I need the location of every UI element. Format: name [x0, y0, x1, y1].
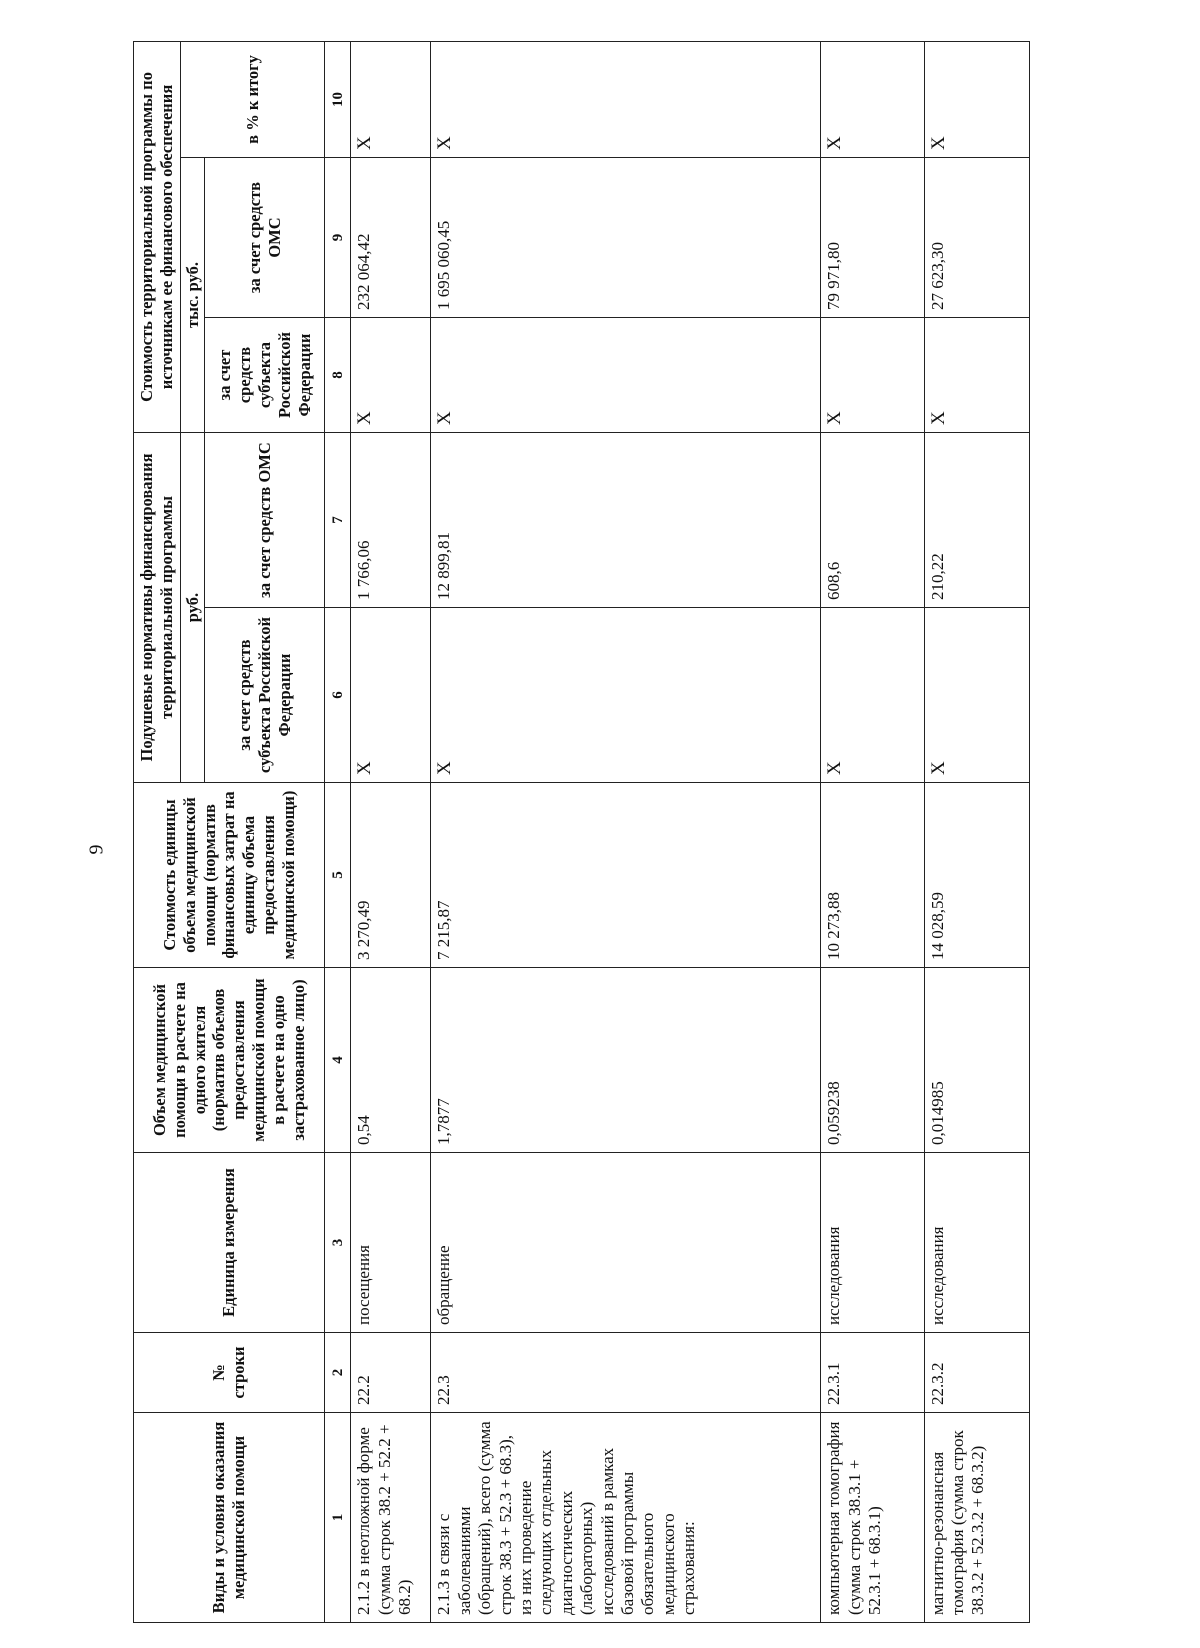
row-cost-oms: 79 971,80 — [821, 158, 924, 318]
row-unit-cost: 3 270,49 — [351, 783, 431, 968]
row-unit: исследования — [821, 1153, 924, 1333]
header-kind: Виды и условия оказания медицинской помощи — [134, 1413, 325, 1623]
header-cost-oms: за счет средств ОМС — [205, 158, 325, 318]
column-number: 3 — [325, 1153, 351, 1333]
row-percent: Х — [351, 41, 431, 157]
column-number: 9 — [325, 158, 351, 318]
header-row-number: № строки — [134, 1333, 325, 1413]
row-percent: Х — [821, 41, 924, 157]
header-norm-subject: за счет средств субъекта Российской Федерации — [205, 608, 325, 783]
header-unit-cost: Стоимость единицы объема медицинской помощи (норматив финансовых затрат на единицу объема предоставления медицинской помощи) — [134, 783, 325, 968]
header-cost-subject: за счет средств субъекта Российской Федерации — [205, 318, 325, 433]
column-number: 7 — [325, 433, 351, 608]
row-kind: 2.1.3 в связи с заболеваниями (обращений), всего (сумма строк 38.3 + 52.3 + 68.3), из них проведение следующих отдельных диагностических (лабораторных) исследований в рамках базовой программы обязательного медицинского страхования: — [431, 1413, 821, 1623]
column-number: 8 — [325, 318, 351, 433]
row-unit-cost: 10 273,88 — [821, 783, 924, 968]
row-number: 22.2 — [351, 1333, 431, 1413]
row-number: 22.3 — [431, 1333, 821, 1413]
header-per-capita-norms: Подушевые нормативы финансирования территориальной программы — [134, 433, 181, 783]
row-unit-cost: 7 215,87 — [431, 783, 821, 968]
row-cost-subject: Х — [351, 318, 431, 433]
program-cost-table — [133, 41, 1030, 1623]
row-kind: магнитно-резонансная томография (сумма строк 38.3.2 + 52.3.2 + 68.3.2) — [924, 1413, 1029, 1623]
row-number: 22.3.1 — [821, 1333, 924, 1413]
row-cost-subject: Х — [924, 318, 1029, 433]
row-cost-subject: Х — [431, 318, 821, 433]
column-number: 2 — [325, 1333, 351, 1413]
row-norm-subject: Х — [351, 608, 431, 783]
row-cost-oms: 232 064,42 — [351, 158, 431, 318]
header-percent-total: в % к итогу — [180, 41, 325, 157]
header-norm-oms: за счет средств ОМС — [205, 433, 325, 608]
row-cost-subject: Х — [821, 318, 924, 433]
header-program-cost: Стоимость территориальной программы по источникам ее финансового обеспечения — [134, 41, 181, 432]
row-percent: Х — [924, 41, 1029, 157]
column-number: 5 — [325, 783, 351, 968]
row-volume: 0,059238 — [821, 968, 924, 1153]
row-norm-oms: 1 766,06 — [351, 433, 431, 608]
row-unit: посещения — [351, 1153, 431, 1333]
row-kind: компьютерная томография (сумма строк 38.3.1 + 52.3.1 + 68.3.1) — [821, 1413, 924, 1623]
header-unit-rub: руб. — [180, 433, 205, 783]
row-percent: Х — [431, 41, 821, 157]
header-unit: Единица измерения — [134, 1153, 325, 1333]
table-row — [351, 41, 431, 1622]
row-kind: 2.1.2 в неотложной форме (сумма строк 38.2 + 52.2 + 68.2) — [351, 1413, 431, 1623]
row-number: 22.3.2 — [924, 1333, 1029, 1413]
header-unit-thous-rub: тыс. руб. — [180, 158, 205, 433]
row-volume: 0,014985 — [924, 968, 1029, 1153]
table-row — [924, 41, 1029, 1622]
row-norm-subject: Х — [924, 608, 1029, 783]
row-volume: 0,54 — [351, 968, 431, 1153]
row-cost-oms: 1 695 060,45 — [431, 158, 821, 318]
row-unit: обращение — [431, 1153, 821, 1333]
page-number: 9 — [85, 844, 108, 855]
row-cost-oms: 27 623,30 — [924, 158, 1029, 318]
column-number: 4 — [325, 968, 351, 1153]
row-norm-subject: Х — [821, 608, 924, 783]
column-number: 10 — [325, 41, 351, 157]
row-unit: исследования — [924, 1153, 1029, 1333]
row-norm-oms: 608,6 — [821, 433, 924, 608]
row-unit-cost: 14 028,59 — [924, 783, 1029, 968]
column-number: 1 — [325, 1413, 351, 1623]
table-row — [431, 41, 821, 1622]
column-number: 6 — [325, 608, 351, 783]
row-norm-oms: 12 899,81 — [431, 433, 821, 608]
row-norm-oms: 210,22 — [924, 433, 1029, 608]
header-volume: Объем медицинской помощи в расчете на одного жителя (норматив объемов предоставления медицинской помощи в расчете на одно застрахованное лицо) — [134, 968, 325, 1153]
row-norm-subject: Х — [431, 608, 821, 783]
row-volume: 1,7877 — [431, 968, 821, 1153]
table-row — [821, 41, 924, 1622]
